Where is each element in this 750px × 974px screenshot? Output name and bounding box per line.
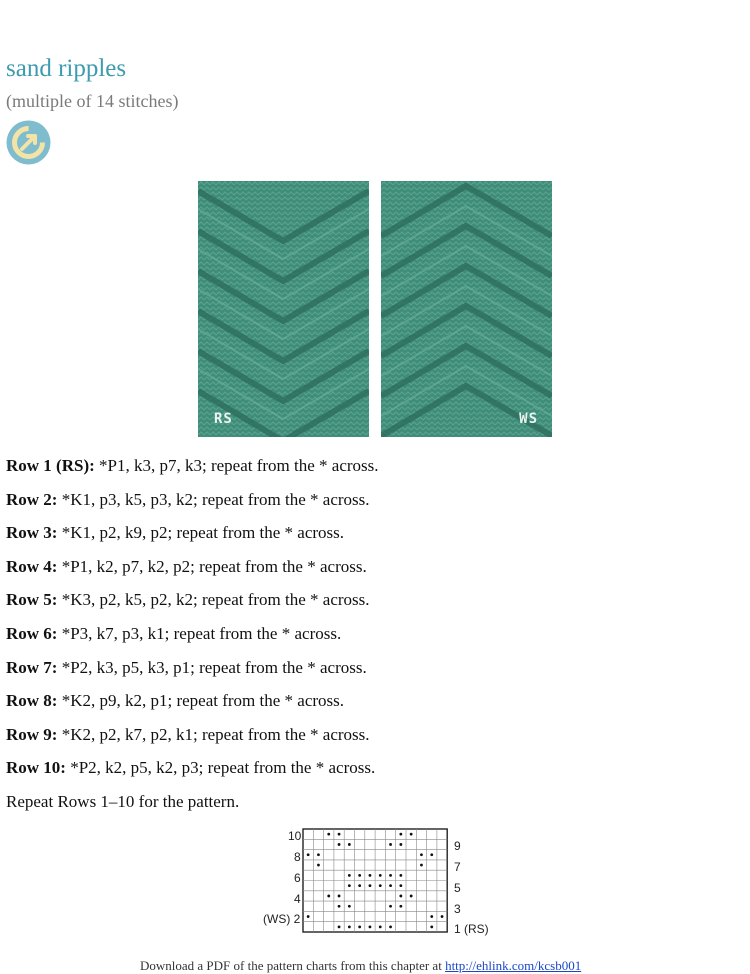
ws-swatch-photo [381,181,552,437]
circular-arrow-icon[interactable] [6,120,51,165]
purl-dot [348,905,351,908]
chart-row-label-right: 5 [454,881,461,895]
row-label: Row 1 (RS): [6,456,95,475]
row-instruction [6,656,736,690]
repeat-note: Repeat Rows 1–10 for the pattern. [6,791,240,811]
row-instruction [6,555,736,589]
purl-dot [358,874,361,877]
rs-label: RS [214,411,233,427]
purl-dot [317,864,320,867]
row-text: *K2, p9, k2, p1; repeat from the * across. [57,691,345,711]
purl-dot [348,884,351,887]
row-text: *P1, k2, p7, k2, p2; repeat from the * across. [57,556,367,576]
purl-dot [389,874,392,877]
purl-dot [307,853,310,856]
purl-dot [389,884,392,887]
purl-dot [327,833,330,836]
purl-dot [369,884,372,887]
purl-dot [317,853,320,856]
row-label: Row 10: [6,758,66,778]
row-text: *P2, k3, p5, k3, p1; repeat from the * across. [57,657,367,677]
rs-swatch-photo [198,181,369,437]
purl-dot [327,895,330,898]
row-label: Row 4: [6,556,58,576]
download-note [140,958,740,974]
purl-dot [338,905,341,908]
purl-dot [338,925,341,928]
row-instruction [6,622,736,656]
row-text: *K3, p2, k5, p2, k2; repeat from the * across. [57,590,370,610]
purl-dot [379,884,382,887]
row-text: *P3, k7, p3, k1; repeat from the * across. [57,623,342,643]
row-instruction [6,588,736,622]
row-text: *K1, p3, k5, p3, k2; repeat from the * across. [57,489,370,509]
row-text: *P1, k3, p7, k3; repeat from the * across. [94,456,379,475]
chart-row-label-right: 1 (RS) [454,922,489,936]
purl-dot [430,925,433,928]
purl-dot [307,915,310,918]
purl-dot [399,874,402,877]
purl-dot [389,843,392,846]
purl-dot [379,925,382,928]
ws-label: WS [519,411,538,427]
purl-dot [348,843,351,846]
purl-dot [399,895,402,898]
purl-dot [379,874,382,877]
purl-dot [420,864,423,867]
row-label: Row 5: [6,590,58,610]
chart-row-label-right: 7 [454,860,461,874]
row-instruction [6,521,736,555]
purl-dot [369,874,372,877]
purl-dot [389,925,392,928]
purl-dot [389,905,392,908]
purl-dot [441,915,444,918]
purl-dot [338,833,341,836]
purl-dot [420,853,423,856]
stitch-chart [258,826,488,943]
row-label: Row 2: [6,489,58,509]
download-link[interactable]: http://ehlink.com/kcsb001 [445,958,582,973]
purl-dot [358,925,361,928]
chart-row-label-left: 8 [294,850,301,864]
purl-dot [410,833,413,836]
purl-dot [430,853,433,856]
row-label: Row 8: [6,691,58,711]
purl-dot [358,884,361,887]
chart-row-label-right: 9 [454,839,461,853]
purl-dot [348,874,351,877]
row-label: Row 9: [6,724,58,744]
row-text: *K1, p2, k9, p2; repeat from the * across. [57,523,345,543]
purl-dot [338,895,341,898]
purl-dot [369,925,372,928]
row-instructions [6,454,736,824]
row-instruction [6,723,736,757]
stitch-multiple: (multiple of 14 stitches) [6,91,179,111]
chart-row-label-left: 4 [294,892,301,906]
purl-dot [399,833,402,836]
purl-dot [430,915,433,918]
chart-row-label-right: 3 [454,902,461,916]
download-text: Download a PDF of the pattern charts from this chapter at [140,958,446,973]
row-text: *P2, k2, p5, k2, p3; repeat from the * across. [65,758,376,778]
row-text: *K2, p2, k7, p2, k1; repeat from the * across. [57,724,370,744]
row-instruction [6,454,736,488]
row-label: Row 7: [6,657,58,677]
purl-dot [399,843,402,846]
chart-row-label-left: 6 [294,871,301,885]
ws-knit-texture [381,181,552,437]
chart-row-label-left: 10 [288,829,302,843]
row-instruction [6,689,736,723]
row-instruction [6,488,736,522]
purl-dot [348,925,351,928]
chart-row-label-left: (WS) 2 [263,912,301,926]
purl-dot [399,884,402,887]
row-label: Row 3: [6,523,58,543]
rs-knit-texture [198,181,369,437]
purl-dot [399,905,402,908]
pattern-title: sand ripples [6,55,127,82]
row-instruction [6,756,736,790]
purl-dot [410,895,413,898]
row-label: Row 6: [6,623,58,643]
purl-dot [338,843,341,846]
